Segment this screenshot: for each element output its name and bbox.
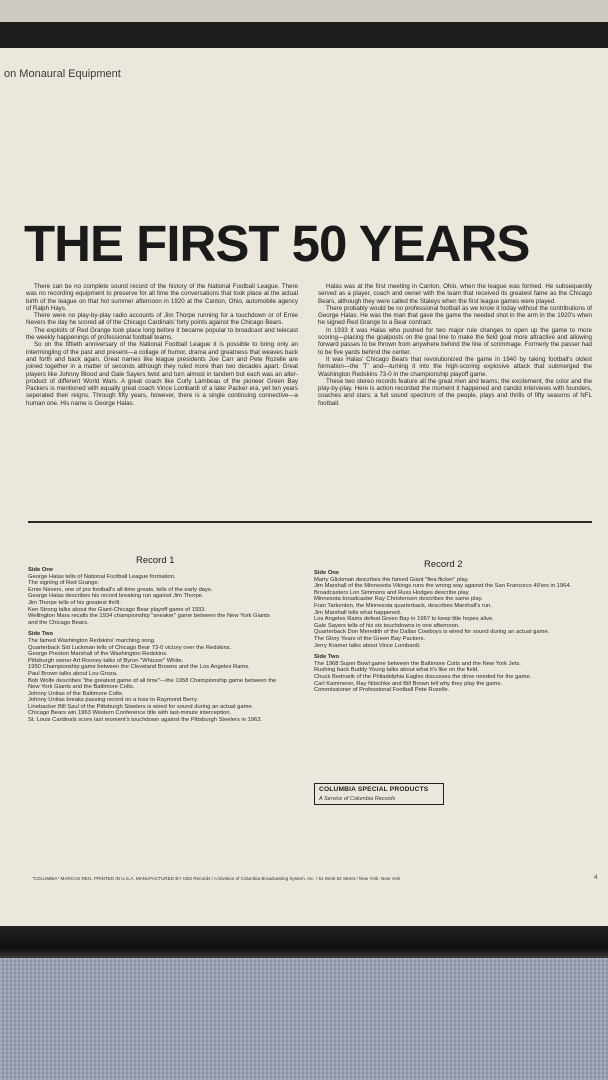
track-item: George Preston Marshall of the Washington Redskins. (28, 651, 168, 658)
record-2-tracklist (314, 570, 584, 694)
track-item: The famed Washington Redskins' marching song. (28, 637, 156, 644)
intro-paragraph: There probably would be no professional football as we know it today without the contributions of George Halas. He was the man that gave the game the needed shot in the arm in the 1920's when he signed Red Grange to a Bear contract. (318, 304, 592, 327)
columbia-special-products-logo (314, 783, 444, 805)
track-item: Johnny Unitas of the Baltimore Colts. (28, 690, 124, 697)
track-item: Johnny Unitas breaks passing record on a toss to Raymond Berry. (28, 697, 199, 704)
footer-credits: "COLUMBIA" MARCAS REG. PRINTED IN U.S.A. MANUFACTURED BY CBS Records / A Division of Columbia Broadcasting System, Inc. / 51 West 52 Street / New York, New York (32, 876, 401, 881)
track-item: Los Angeles Rams defeat Green Bay in 1967 to keep title hopes alive. (314, 616, 494, 623)
page-title: THE FIRST 50 YEARS (24, 215, 530, 272)
fabric-background (0, 958, 608, 1080)
track-item: George Halas describes his record breaking run against Jim Thorpe. (28, 593, 204, 600)
track-item: Pittsburgh owner Art Rooney talks of Byron "Whizzer" White. (28, 657, 184, 664)
record-1-title: Record 1 (136, 555, 175, 566)
track-item: Rushing back Buddy Young talks about what it's like on the field. (314, 667, 479, 674)
badge-line-2: A Service of Columbia Records (319, 796, 396, 802)
track-item: The Glory Years of the Green Bay Packers. (314, 635, 426, 642)
track-item: Carl Kammerer, Ray Nitschke and Bill Brown tell why they play the game. (314, 680, 503, 687)
track-item: The 1968 Super Bowl game between the Baltimore Colts and the New York Jets. (314, 660, 521, 667)
track-item: Quarterback Sid Luckman tells of Chicago Bear 73-0 victory over the Redskins. (28, 644, 232, 651)
track-item: Linebacker Bill Saul of the Pittsburgh Steelers is wired for sound during an actual game. (28, 703, 254, 710)
frame-top-edge (0, 22, 608, 48)
intro-paragraph: In 1933 it was Halas who pushed for two major rule changes to open up the game to more scoring—placing the goalposts on the goal line to make the field goal more attractive and allowing forward passes to be thrown from anywhere behind the line of scrimmage. Formerly the passer had to be five yards behind the center. (318, 326, 592, 356)
track-item: Jim Marshall tells what happened. (314, 609, 402, 616)
track-item: Ken Strong talks about the Giant-Chicago Bear playoff game of 1933. (28, 606, 207, 613)
side-label: Side Two (28, 631, 54, 638)
track-item: Paul Brown talks about Lou Groza. (28, 670, 118, 677)
header-note: on Monaural Equipment (4, 68, 121, 80)
track-item: Jim Marshall of the Minnesota Vikings runs the wrong way against the San Francisco 49'ers in 1964. Broadcasters Lon Simmons and Russ Hodges describe play. (314, 583, 572, 596)
album-back-cover (0, 48, 608, 928)
track-item: Marty Glickman describes the famed Giant "flea flicker" play. (314, 576, 469, 583)
badge-line-1: COLUMBIA SPECIAL PRODUCTS (319, 786, 429, 793)
track-item: Gale Sayers tells of his six touchdowns in one afternoon. (314, 622, 460, 629)
intro-column-right (318, 283, 592, 407)
intro-paragraph: These two stereo records feature all the great men and teams; the excitement, the color and the play-by-play. Here is action recorded the moment it happened and candid interviews with founders, coaches and stars; a full sound spectrum of the people, plays and thrills of fifty seasons of NFL football. (318, 377, 592, 407)
track-item: Wellington Mara recalls the 1934 championship "sneaker" game between the New York Giants and the Chicago Bears. (28, 613, 270, 626)
track-item: Minnesota broadcaster Ray Christensen describes the same play. (314, 596, 483, 603)
track-item: Chicago Bears win 1963 Western Conference title with last-minute interception. (28, 710, 232, 717)
track-item: 1950 Championship game between the Cleveland Browns and the Los Angeles Rams. (28, 664, 250, 671)
track-item: George Halas tells of National Football League formation. (28, 573, 176, 580)
intro-paragraph: Halas was at the first meeting in Canton, Ohio, when the league was formed. He subsequently served as a player, coach and owner with the team that received its greatest fame as the Chicago Bears, although they were called the Staleys when the first league games were played. (318, 283, 592, 305)
intro-paragraph: There can be no complete sound record of the history of the National Football League. There was no recording equipment to preserve for all time the conversations that took place at the actual birth of the league on that hot summer afternoon in 1920 at the Canton, Ohio, automobile agency of Ralph Hays. (26, 283, 298, 312)
track-item: Jim Thorpe tells of his greatest thrill. (28, 599, 121, 606)
intro-paragraph: There were no play-by-play radio accounts of Jim Thorpe running for a touchdown or of Ernie Nevers the day he scored all of the Chicago Cardinals' forty points against the Chicago Bears. (26, 312, 298, 327)
track-item: Commissioner of Professional Football Pete Rozelle. (314, 687, 450, 694)
side-label: Side One (314, 570, 340, 576)
side-label: Side One (28, 567, 54, 573)
track-item: Bob Wolfe describes "the greatest game of all time"—the 1958 Championship game between the New York Giants and the Baltimore Colts. (28, 677, 277, 691)
page-number: 4 (594, 875, 598, 881)
intro-paragraph: The exploits of Red Grange took place long before it became popular to broadcast and telecast the weekly happenings of professional football teams. (26, 326, 298, 342)
track-item: Ernie Nevers, one of pro football's all-time greats, tells of the early days. (28, 586, 213, 593)
track-item: St. Louis Cardinals score last moment's touchdown against the Pittsburgh Steelers in 1963. (28, 717, 263, 724)
section-divider (28, 521, 592, 523)
track-item: Jerry Kramer talks about Vince Lombardi. (314, 642, 421, 649)
intro-column-left (26, 283, 298, 407)
track-item: Fran Tarkenton, the Minnesota quarterback, describes Marshall's run. (314, 602, 492, 609)
record-2-title: Record 2 (424, 559, 463, 570)
track-item: Chuck Bednarik of the Philadelphia Eagles discusses the drive needed for the game. (314, 673, 532, 680)
record-1-tracklist (28, 567, 278, 724)
wall-background (0, 0, 608, 22)
intro-paragraph: So on the fiftieth anniversary of the National Football League it is possible to bring only an intermingling of the past and present—a collage of humor, drama and greatness that weaves back and forth and back again. Great names like league presidents Joe Carr and Pete Rozelle are joined together in a matter of seconds although they ruled more than two decades apart. Great players like Johnny Blood and Gale Sayers twist and turn almost in tandem but each was an alter-product of different World Wars. A great coach like Curly Lambeau of the pioneer Green Bay Packers is mentioned with equally great coach Vince Lombardi of a later Packer era, yet ten years seperated their reigns. Through fifty years, however, there is a single continuing connective—a human one. His name is George Halas. (26, 341, 298, 407)
side-label: Side Two (314, 654, 340, 661)
track-item: The signing of Red Grange. (28, 580, 100, 587)
track-item: Quarterback Don Meredith of the Dallas Cowboys is wired for sound during an actual game. (314, 629, 550, 636)
frame-bottom-edge (0, 926, 608, 958)
intro-paragraph: It was Halas' Chicago Bears that revolutionized the game in 1940 by taking football's oldest formation—the 'T' and—turning it into the high-scoring explosive attack that submerged the Washington Redskins 73-0 in the championship playoff game. (318, 355, 592, 378)
